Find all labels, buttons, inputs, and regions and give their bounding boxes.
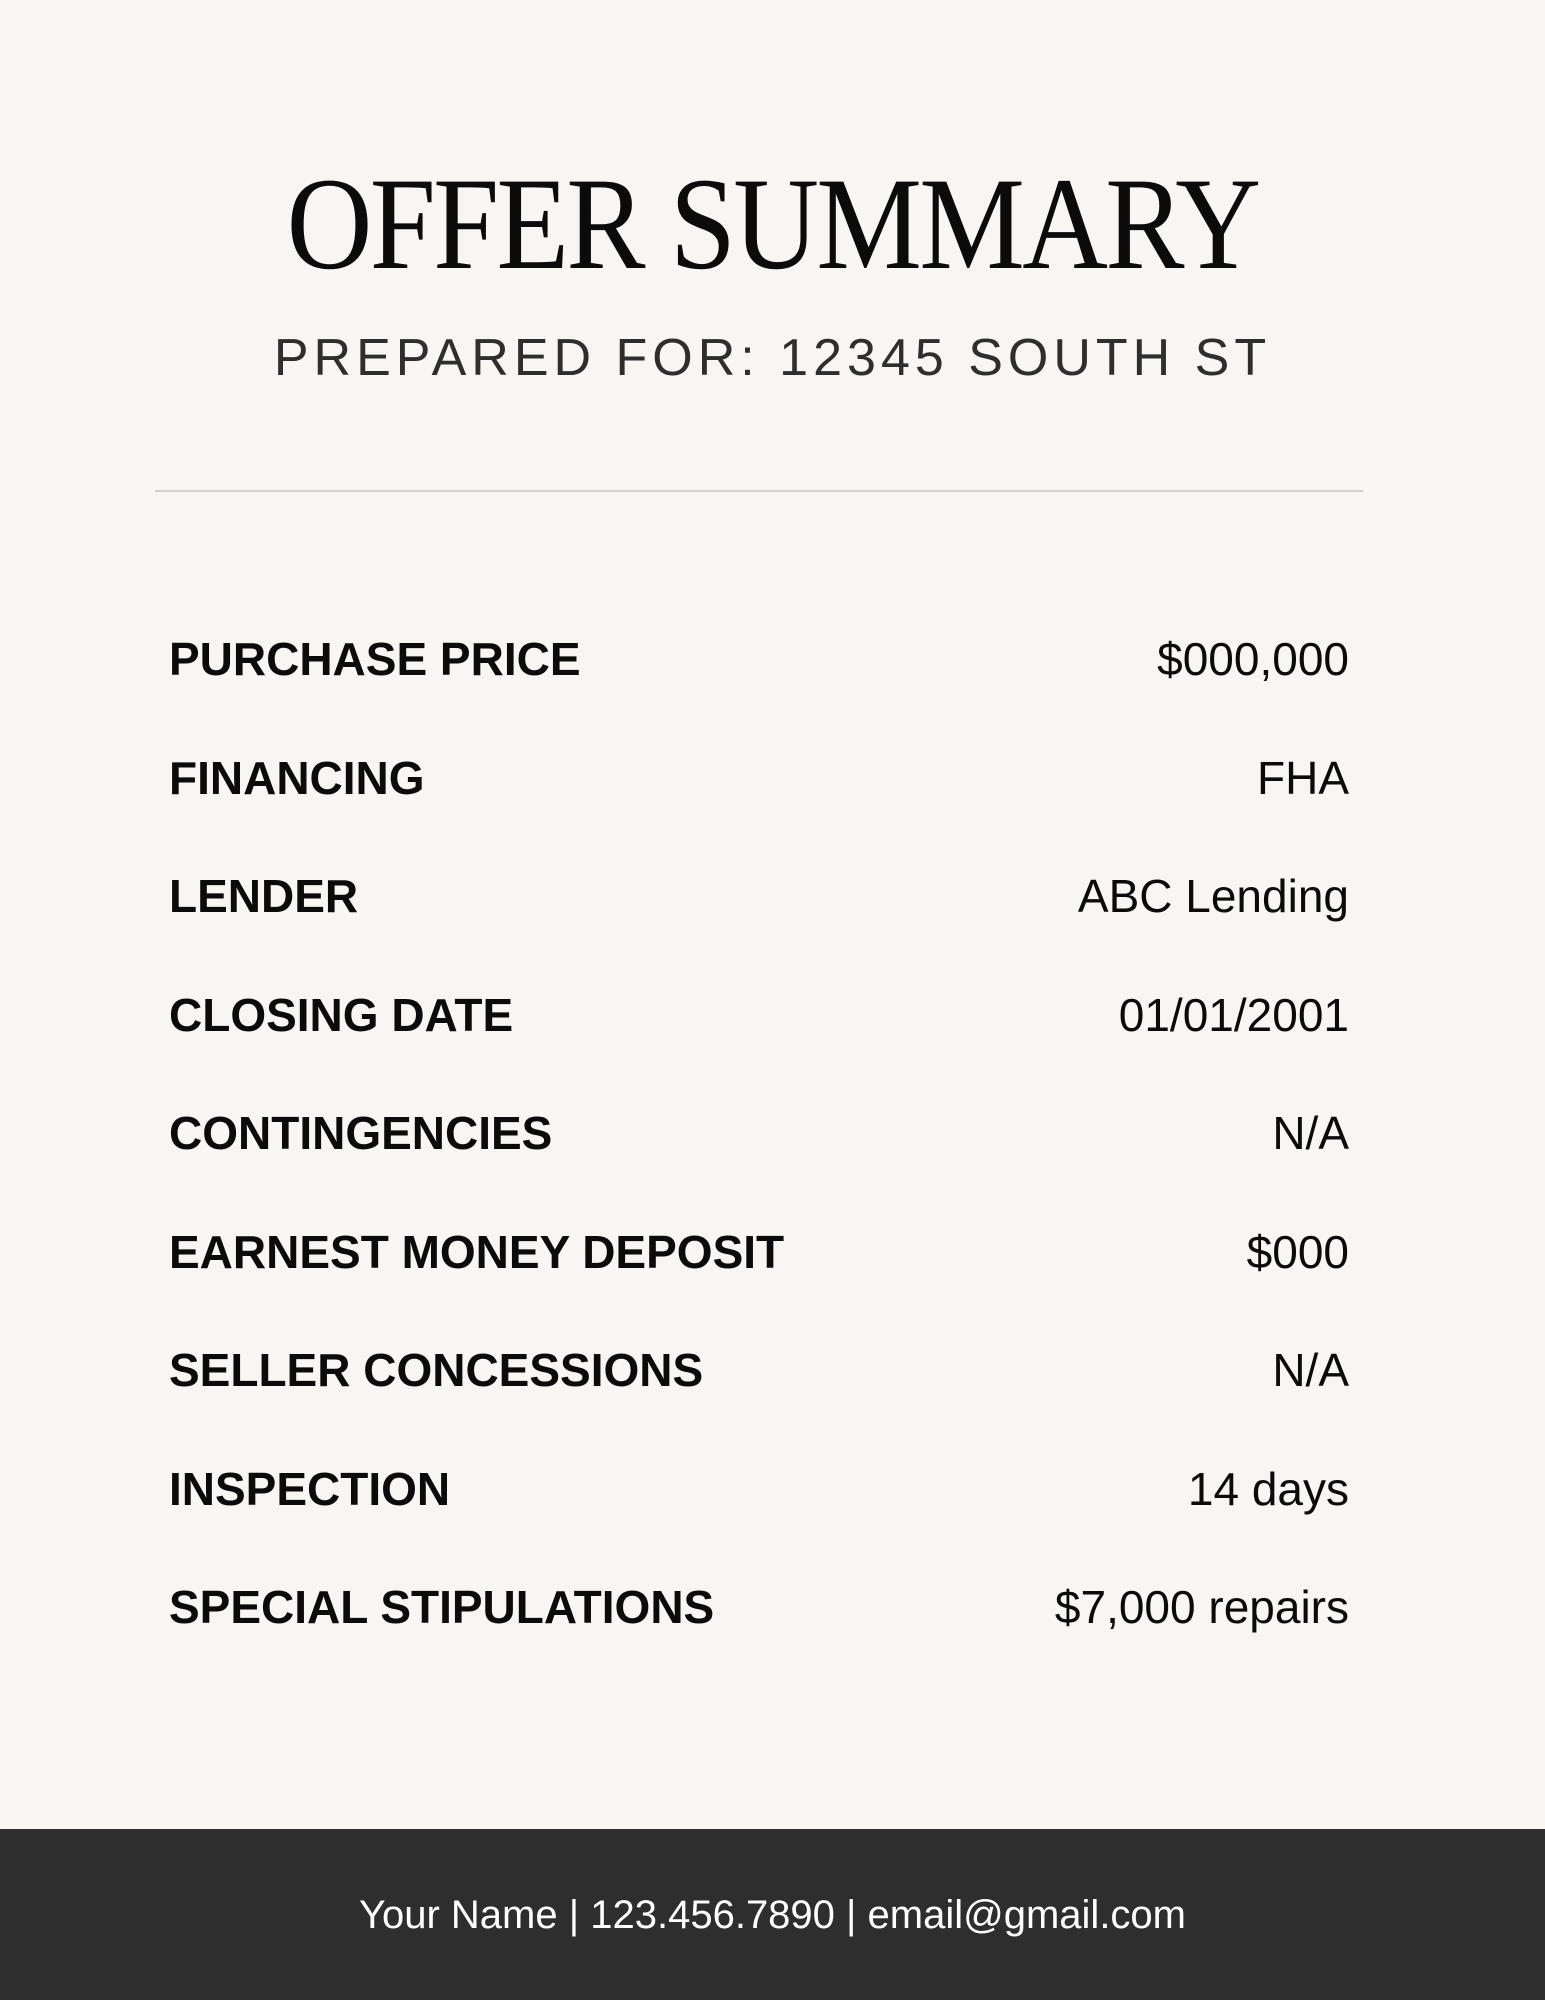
- row-value: ABC Lending: [1077, 870, 1349, 923]
- row-closing-date: [169, 956, 1349, 1075]
- offer-details-list: [169, 600, 1349, 1667]
- row-label: PURCHASE PRICE: [169, 633, 581, 686]
- row-contingencies: [169, 1074, 1349, 1193]
- row-seller-concessions: [169, 1311, 1349, 1430]
- row-label: INSPECTION: [169, 1462, 451, 1515]
- row-value: 14 days: [1187, 1462, 1349, 1515]
- row-value: $7,000 repairs: [1054, 1581, 1349, 1634]
- row-label: CLOSING DATE: [169, 988, 514, 1041]
- row-financing: [169, 719, 1349, 838]
- row-inspection: [169, 1430, 1349, 1549]
- row-special-stipulations: [169, 1548, 1349, 1667]
- row-label: CONTINGENCIES: [169, 1107, 553, 1160]
- row-label: SELLER CONCESSIONS: [169, 1344, 704, 1397]
- page-subtitle: PREPARED FOR: 12345 SOUTH ST: [273, 329, 1272, 387]
- row-value: $000: [1246, 1225, 1349, 1278]
- row-value: $000,000: [1157, 633, 1349, 686]
- row-label: LENDER: [169, 870, 359, 923]
- row-value: N/A: [1272, 1344, 1349, 1397]
- row-label: EARNEST MONEY DEPOSIT: [169, 1225, 785, 1278]
- divider: [155, 490, 1363, 492]
- row-label: FINANCING: [169, 751, 425, 804]
- row-earnest-money-deposit: [169, 1193, 1349, 1312]
- page-title: OFFER SUMMARY: [286, 150, 1259, 297]
- row-value: FHA: [1257, 751, 1349, 804]
- row-label: SPECIAL STIPULATIONS: [169, 1581, 715, 1634]
- footer: [0, 1829, 1545, 2000]
- row-lender: [169, 837, 1349, 956]
- row-value: 01/01/2001: [1118, 988, 1349, 1041]
- row-purchase-price: [169, 600, 1349, 719]
- row-value: N/A: [1272, 1107, 1349, 1160]
- footer-contact: Your Name | 123.456.7890 | email@gmail.com: [358, 1892, 1186, 1937]
